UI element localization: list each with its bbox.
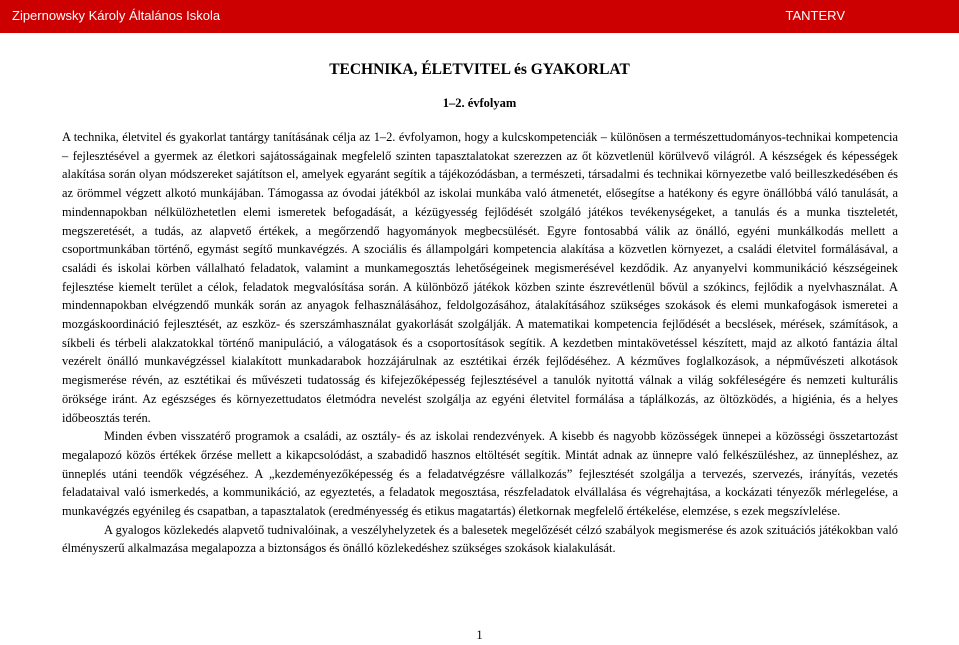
paragraph-goals: A technika, életvitel és gyakorlat tantárgy tanításának célja az 1–2. évfolyamon, hogy a kulcskompetenciák – különösen a természettudományos-technikai kompetencia – fejlesztésével a gyermek az életkori sajátosságainak megfelelő szinten tapasztalatokat szerezzen az őt közvetlenül körülvevő világról. A készségek és képességek alakítása során olyan módszereket sajátítson el, amelyek egyaránt segítik a tájékozódásban, a természeti, társadalmi és technikai környezetbe való beilleszkedésében és az örömmel végzett alkotó munkájában. Támogassa az óvodai játékból az iskolai munkába való átmenetét, elősegítse a hatékony és egyre önállóbbá váló tanulását, a mindennapokban nélkülözhetetlen elemi ismeretek befogadását, a kézügyesség fejlődését szolgáló játékos tevékenységeket, a tanulás és a munka tiszteletét, megszeretését, a tudás, az alapvető értékek, a megőrzendő hagyományok megbecsülését. Egyre fontosabbá válik az önálló, egyéni munkálkodás mellett a csoportmunkában történő, egymást segítő munkavégzés. A szociális és állampolgári kompetencia alakítása a közvetlen környezet, a családi életvitel formálásával, a családi és iskolai körben vállalható feladatok, valamint a munkamegosztás lehetőségeinek megismerésével kezdődik. Az anyanyelvi kommunikáció készségeinek fejlesztése kiemelt terület a célok, feladatok megvalósítása során. A különböző játékok közben szinte észrevétlenül bővül a szókincs, fejlődik a nyelvhasználat. A mindennapokban elvégzendő munkák során az anyagok felhasználásához, feldolgozásához, átalakításához szükséges szokások és elemi munkafogások ismeretei a mozgáskoordináció fejlesztését, az eszköz- és szerszámhasználat gyakorlását szolgálják. A matematikai kompetencia fejlődését a becslések, mérések, számítások, a síkbeli és térbeli alakzatokkal történő manipuláció, a válogatások és a csoportosítások segítik. A kezdetben mintakövetéssel készített, majd az alkotó fantázia által vezérelt önálló munkavégzéssel kialakított munkadarabok hozzájárulnak az esztétikai érzék fejlődéséhez. A kézműves foglalkozások, a népművészeti alkotások megismerése révén, az esztétikai és művészeti tudatosság és kifejezőképesség fejlesztésével a tanulók nyitottá válnak a világ sokféleségére és nemzeti kulturális öröksége iránt. Az egészséges és környezettudatos életmódra nevelést szolgálja az egyéni életvitel formálása a táplálkozás, az öltözködés, a higiénia, és a helyes időbeosztás terén. [62, 130, 898, 425]
document-title: TECHNIKA, ÉLETVITEL és GYAKORLAT [329, 61, 630, 78]
paragraph-traffic: A gyalogos közlekedés alapvető tudnivalóinak, a veszélyhelyzetek és a balesetek megelőzését célzó szabályok megismerése és azok szituációs játékokban való élményszerű alkalmazása megalapozza a biztonságos és önálló közlekedéshez szükséges szokások kialakulását. [62, 522, 898, 556]
school-name: Zipernowsky Károly Általános Iskola [12, 8, 221, 23]
document-type-label: TANTERV [785, 8, 845, 23]
page-number: 1 [476, 628, 483, 642]
header-bar [0, 0, 959, 33]
paragraph-events: Minden évben visszatérő programok a családi, az osztály- és az iskolai rendezvények. A kisebb és nagyobb közösségek ünnepei a közösségi összetartozást megalapozó közös értékek őrzése mellett a kikapcsolódást, a szabadidő hasznos eltöltését segítik. Mintát adnak az ünnepre való felkészüléshez, az ünnepléshez, az ünneplés utáni teendők végzéséhez. A „kezdeményezőképesség és a feladatvégzésre vállalkozás” fejlesztését szolgálja a tervezés, szervezés, irányítás, vezetés feladataival való ismerkedés, a kommunikáció, az egyeztetés, a feladatok megosztása, részfeladatok elvállalása és végrehajtása, a kockázati tényezők mérlegelése, a munkavégzés egyénileg és csapatban, a tapasztalatok (eredményesség és etikus magatartás) életkornak megfelelő értékelése, elemzése, s ezek megszívlelése. [62, 429, 898, 519]
body-text [62, 128, 898, 558]
grade-subtitle: 1–2. évfolyam [442, 96, 517, 110]
